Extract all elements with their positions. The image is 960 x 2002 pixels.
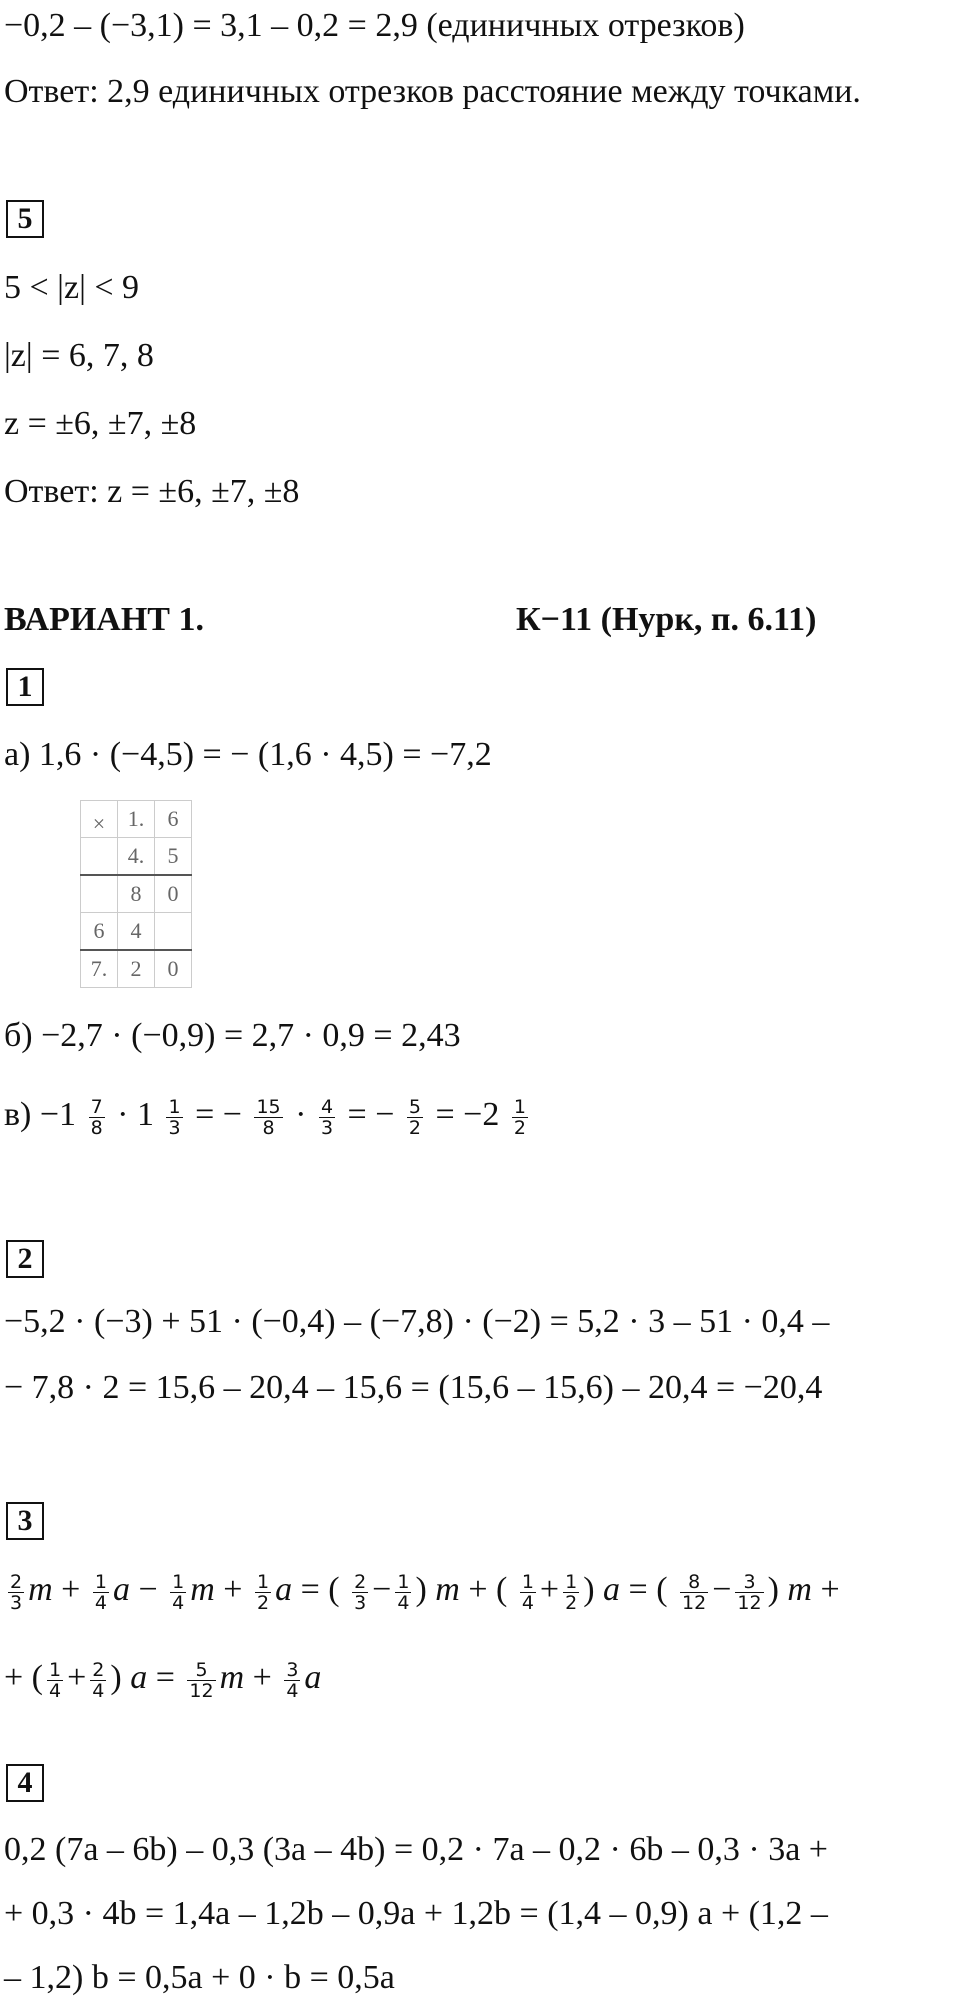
task1-b: б) −2,7 · (−0,9) = 2,7 · 0,9 = 2,43 — [4, 1017, 461, 1054]
mult-cell: × — [81, 801, 118, 838]
fraction: $\frac{1}{4}$ — [172, 1570, 185, 1614]
variant-code: К−11 (Нурк, п. 6.11) — [516, 601, 817, 638]
task-number-3: 3 — [6, 1502, 44, 1540]
task2-line-2: − 7,8 · 2 = 15,6 – 20,4 – 15,6 = (15,6 – 15,6) – 20,4 = −20,4 — [4, 1369, 823, 1406]
task4-line-2: + 0,3 · 4b = 1,4a – 1,2b – 0,9a + 1,2b = (1,4 – 0,9) a + (1,2 – — [4, 1895, 828, 1932]
task5-line-3: z = ±6, ±7, ±8 — [4, 405, 197, 442]
fraction: $\frac{1}{4}$ — [397, 1570, 410, 1614]
fraction: $\frac{5}{12}$ — [189, 1658, 214, 1702]
mult-cell: 7. — [81, 950, 118, 988]
fraction: $\frac{4}{3}$ — [320, 1095, 334, 1139]
fraction: $\frac{5}{2}$ — [408, 1095, 421, 1139]
v-part: = −2 — [435, 1096, 500, 1133]
task4-line-3: – 1,2) b = 0,5a + 0 · b = 0,5a — [4, 1959, 395, 1996]
fraction: $\frac{1}{2}$ — [565, 1570, 578, 1614]
mult-cell: 2 — [118, 950, 155, 988]
mult-cell: 6 — [155, 801, 192, 838]
task-number-4: 4 — [6, 1764, 44, 1802]
fraction: $\frac{1}{4}$ — [49, 1658, 62, 1702]
fraction: $\frac{2}{3}$ — [354, 1570, 367, 1614]
task3-line-1: $\frac{2}{3}$ m + $\frac{1}{4}$ a − $\frac{1}{4}$ m + $\frac{1}{2}$ a = ( $\frac{2}{3}$ − $\frac{1}{4}$ ) m + ( $\frac{1}{4}$ + $\frac{1}{2}$ ) a = ( $\frac{8}{12}$ − $\frac{3}{12}$ ) m + — [10, 1570, 840, 1614]
task1-a: а) 1,6 · (−4,5) = − (1,6 · 4,5) = −7,2 — [4, 736, 492, 773]
mult-cell: 5 — [155, 838, 192, 876]
task-number-1: 1 — [6, 668, 44, 706]
column-multiplication — [80, 800, 192, 988]
fraction: $\frac{1}{4}$ — [521, 1570, 534, 1614]
fraction: $\frac{1}{3}$ — [168, 1095, 181, 1139]
mult-cell — [155, 913, 192, 951]
fraction: $\frac{15}{8}$ — [256, 1095, 281, 1139]
task-number-5: 5 — [6, 200, 44, 238]
v-part: = − — [195, 1096, 242, 1133]
mult-cell: 4. — [118, 838, 155, 876]
intro-answer: Ответ: 2,9 единичных отрезков расстояние между точками. — [4, 73, 861, 110]
task-number-2: 2 — [6, 1240, 44, 1278]
mult-cell — [81, 875, 118, 913]
task3-line-2: + ( $\frac{1}{4}$ + $\frac{2}{4}$ ) a = $\frac{5}{12}$ m + $\frac{3}{4}$ a — [4, 1658, 322, 1702]
mult-cell: 1. — [118, 801, 155, 838]
fraction: $\frac{1}{4}$ — [94, 1570, 107, 1614]
task2-line-1: −5,2 · (−3) + 51 · (−0,4) – (−7,8) · (−2) = 5,2 · 3 – 51 · 0,4 – — [4, 1303, 830, 1340]
mult-cell: 8 — [118, 875, 155, 913]
mult-cell: 0 — [155, 875, 192, 913]
fraction: $\frac{1}{2}$ — [513, 1095, 526, 1139]
task5-line-2: |z| = 6, 7, 8 — [4, 337, 154, 374]
task5-answer: Ответ: z = ±6, ±7, ±8 — [4, 473, 300, 510]
fraction: $\frac{2}{3}$ — [10, 1570, 23, 1614]
v-part: = − — [347, 1096, 395, 1133]
fraction: $\frac{1}{2}$ — [256, 1570, 270, 1614]
fraction: $\frac{3}{4}$ — [286, 1658, 299, 1702]
v-part: в) −1 — [4, 1096, 77, 1133]
mult-cell: 0 — [155, 950, 192, 988]
mult-cell: 4 — [118, 913, 155, 951]
v-part: · 1 — [117, 1096, 154, 1133]
mult-cell: 6 — [81, 913, 118, 951]
fraction: $\frac{8}{12}$ — [682, 1570, 707, 1614]
task5-line-1: 5 < |z| < 9 — [4, 269, 140, 306]
intro-line-1: −0,2 – (−3,1) = 3,1 – 0,2 = 2,9 (единичных отрезков) — [4, 7, 745, 44]
fraction: $\frac{2}{4}$ — [92, 1658, 105, 1702]
variant-title: ВАРИАНТ 1. — [4, 601, 204, 638]
fraction: $\frac{3}{12}$ — [737, 1570, 762, 1614]
mult-cell — [81, 838, 118, 876]
v-part: · — [295, 1096, 307, 1133]
task1-v — [4, 1092, 532, 1138]
task4-line-1: 0,2 (7a – 6b) – 0,3 (3a – 4b) = 0,2 · 7a – 0,2 · 6b – 0,3 · 3a + — [4, 1831, 828, 1868]
fraction: $\frac{7}{8}$ — [90, 1095, 103, 1139]
